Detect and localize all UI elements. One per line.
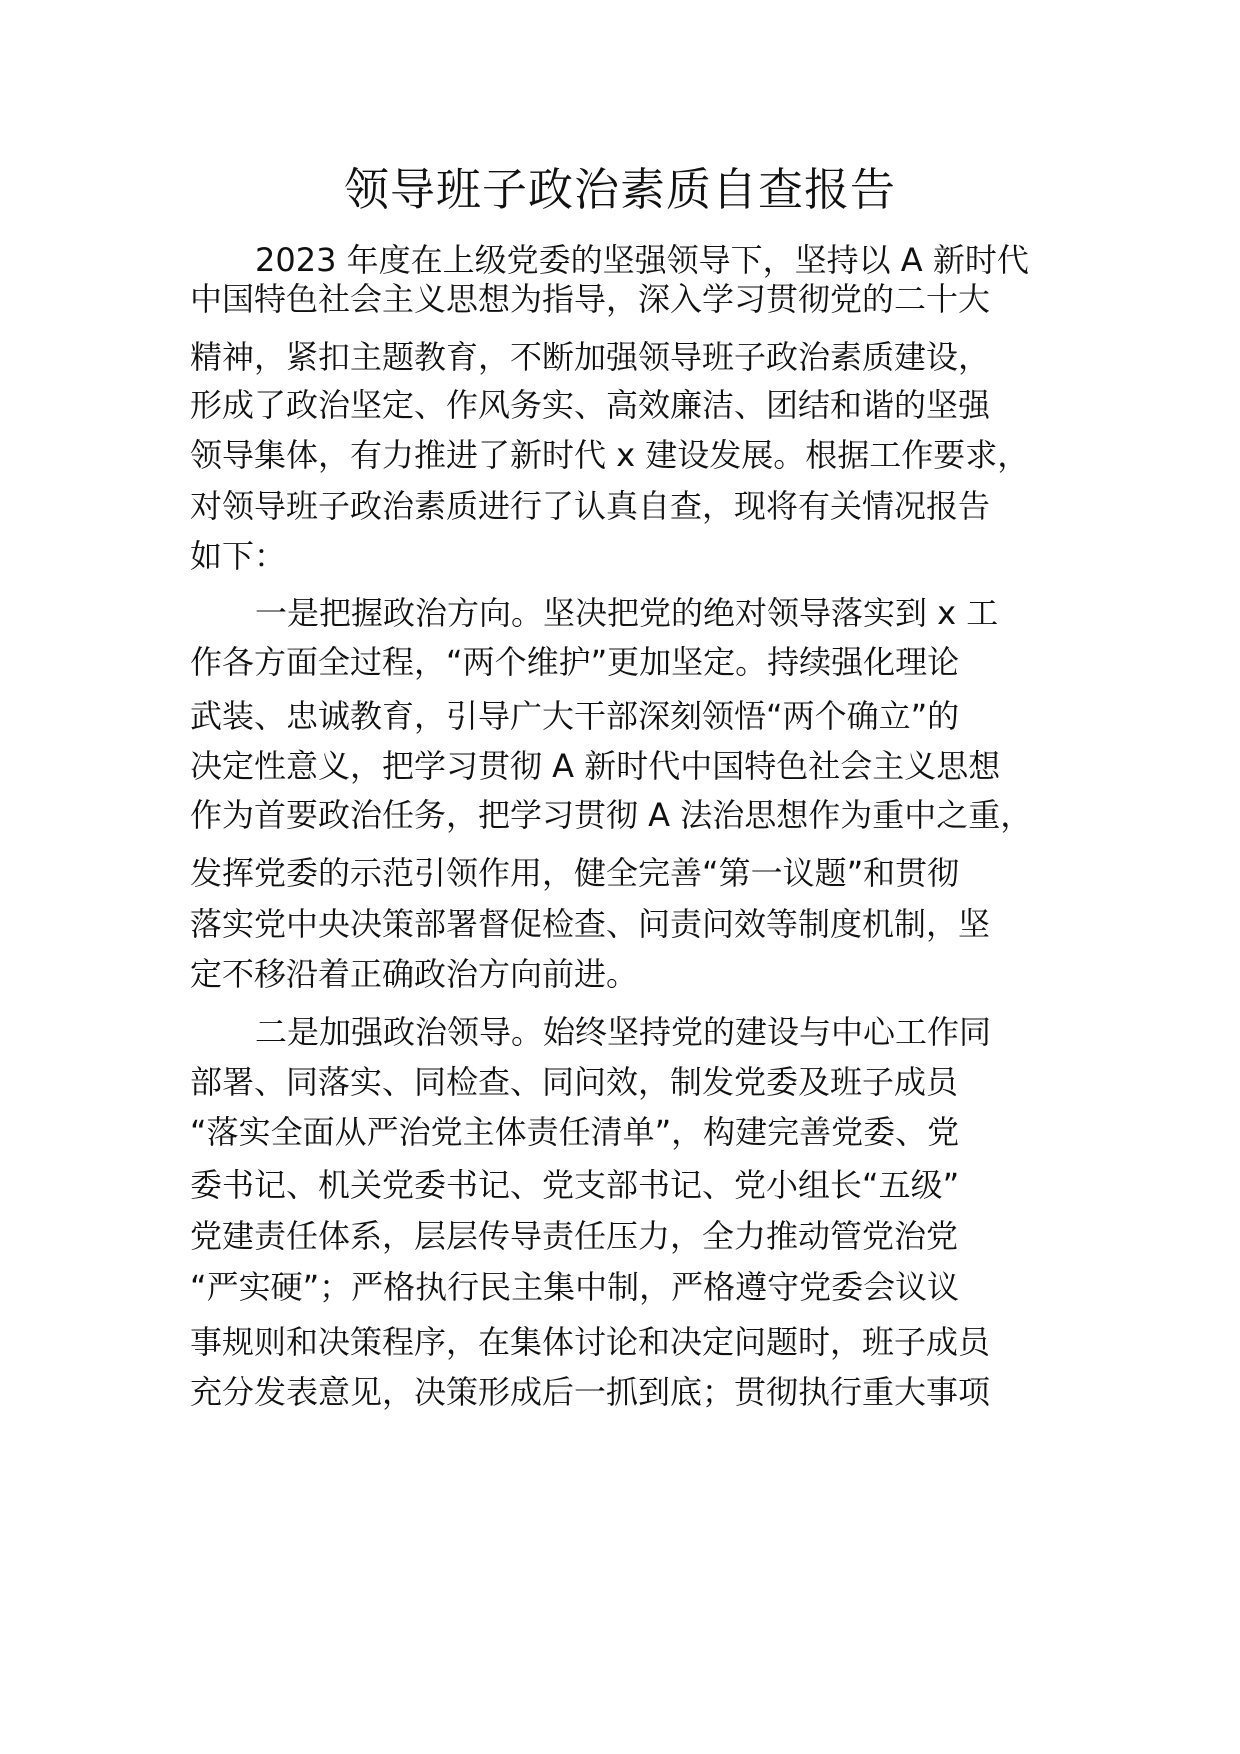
paragraph-1-line-7: 如下：	[190, 537, 287, 575]
paragraph-3-line-2: 部署、同落实、同检查、同问效，制发党委及班子成员	[190, 1063, 959, 1101]
document-title: 领导班子政治素质自查报告	[343, 163, 896, 216]
paragraph-2-line-2: 作各方面全过程，“两个维护”更加坚定。持续强化理论	[190, 643, 960, 681]
paragraph-1-line-6: 对领导班子政治素质进行了认真自查，现将有关情况报告	[190, 487, 991, 525]
paragraph-2-line-7: 落实党中央决策部署督促检查、问责问效等制度机制，坚	[190, 905, 991, 943]
paragraph-3-line-1: 二是加强政治领导。始终坚持党的建设与中心工作同	[255, 1013, 992, 1051]
paragraph-3-line-6: “严实硬”；严格执行民主集中制，严格遵守党委会议议	[190, 1268, 960, 1306]
paragraph-3-line-7: 事规则和决策程序，在集体讨论和决定问题时，班子成员	[190, 1323, 991, 1361]
paragraph-3-line-5: 党建责任体系，层层传导责任压力，全力推动管党治党	[190, 1217, 959, 1255]
paragraph-3-line-3: “落实全面从严治党主体责任清单”，构建完善党委、党	[190, 1113, 960, 1151]
paragraph-1-line-2: 中国特色社会主义思想为指导，深入学习贯彻党的二十大	[190, 280, 991, 318]
paragraph-2-line-8: 定不移沿着正确政治方向前进。	[190, 955, 639, 993]
paragraph-2-line-1: 一是把握政治方向。坚决把党的绝对领导落实到 x 工	[255, 594, 999, 632]
paragraph-1-line-5: 领导集体，有力推进了新时代 x 建设发展。根据工作要求，	[190, 436, 1030, 474]
paragraph-3-line-8: 充分发表意见，决策形成后一抓到底；贯彻执行重大事项	[190, 1373, 991, 1411]
paragraph-2-line-3: 武装、忠诚教育，引导广大干部深刻领悟“两个确立”的	[190, 697, 960, 735]
paragraph-3-line-4: 委书记、机关党委书记、党支部书记、党小组长“五级”	[190, 1166, 960, 1204]
paragraph-2-line-5: 作为首要政治任务，把学习贯彻 A 法治思想作为重中之重，	[190, 796, 1033, 834]
paragraph-2-line-6: 发挥党委的示范引领作用，健全完善“第一议题”和贯彻	[190, 854, 960, 892]
paragraph-2-line-4: 决定性意义，把学习贯彻 A 新时代中国特色社会主义思想	[190, 747, 1001, 785]
paragraph-1-line-1: 2023 年度在上级党委的坚强领导下，坚持以 A 新时代	[255, 241, 1029, 279]
paragraph-1-line-4: 形成了政治坚定、作风务实、高效廉洁、团结和谐的坚强	[190, 386, 991, 424]
paragraph-1-line-3: 精神，紧扣主题教育，不断加强领导班子政治素质建设，	[190, 338, 991, 376]
